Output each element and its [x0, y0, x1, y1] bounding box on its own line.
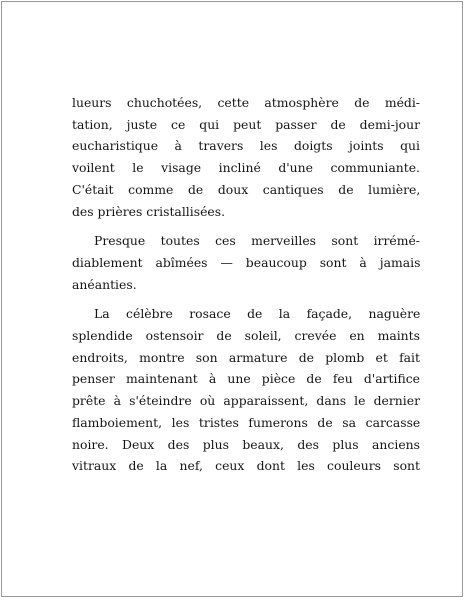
text-line: Presque toutes ces merveilles sont irrémé-	[94, 233, 420, 249]
text-line: eucharistique à travers les doigts joints qui	[72, 138, 420, 154]
paragraph-2	[72, 230, 420, 295]
body-text	[72, 92, 420, 485]
text-line: La célèbre rosace de la façade, naguère	[94, 306, 421, 322]
paragraph-1	[72, 92, 420, 222]
text-line: flamboiement, les tristes fumerons de sa carcasse	[72, 414, 421, 430]
document-page	[1, 1, 463, 597]
text-line: lueurs chuchotées, cette atmosphère de médi-	[72, 95, 420, 110]
paragraph-3	[72, 303, 420, 477]
text-line: penser maintenant à une pièce de feu d'artifice	[72, 371, 420, 387]
text-line: diablement abîmées — beaucoup sont à jamais	[72, 254, 421, 270]
text-line: C'était comme de doux cantiques de lumière,	[72, 181, 421, 197]
text-line: endroits, montre son armature de plomb et fait	[72, 349, 420, 365]
text-line: des prières cristallisées.	[72, 203, 226, 219]
text-line: vitraux de la nef, ceux dont les couleurs sont	[72, 458, 420, 474]
text-line: voilent le visage incliné d'une communiante.	[72, 160, 420, 176]
text-line: splendide ostensoir de soleil, crevée en maints	[72, 328, 421, 344]
text-line: noire. Deux des plus beaux, des plus anciens	[72, 436, 420, 452]
text-line: prête à s'éteindre où apparaissent, dans le dernier	[72, 393, 420, 409]
text-line: anéanties.	[72, 276, 137, 292]
text-line: tation, juste ce qui peut passer de demi-jour	[72, 116, 421, 132]
